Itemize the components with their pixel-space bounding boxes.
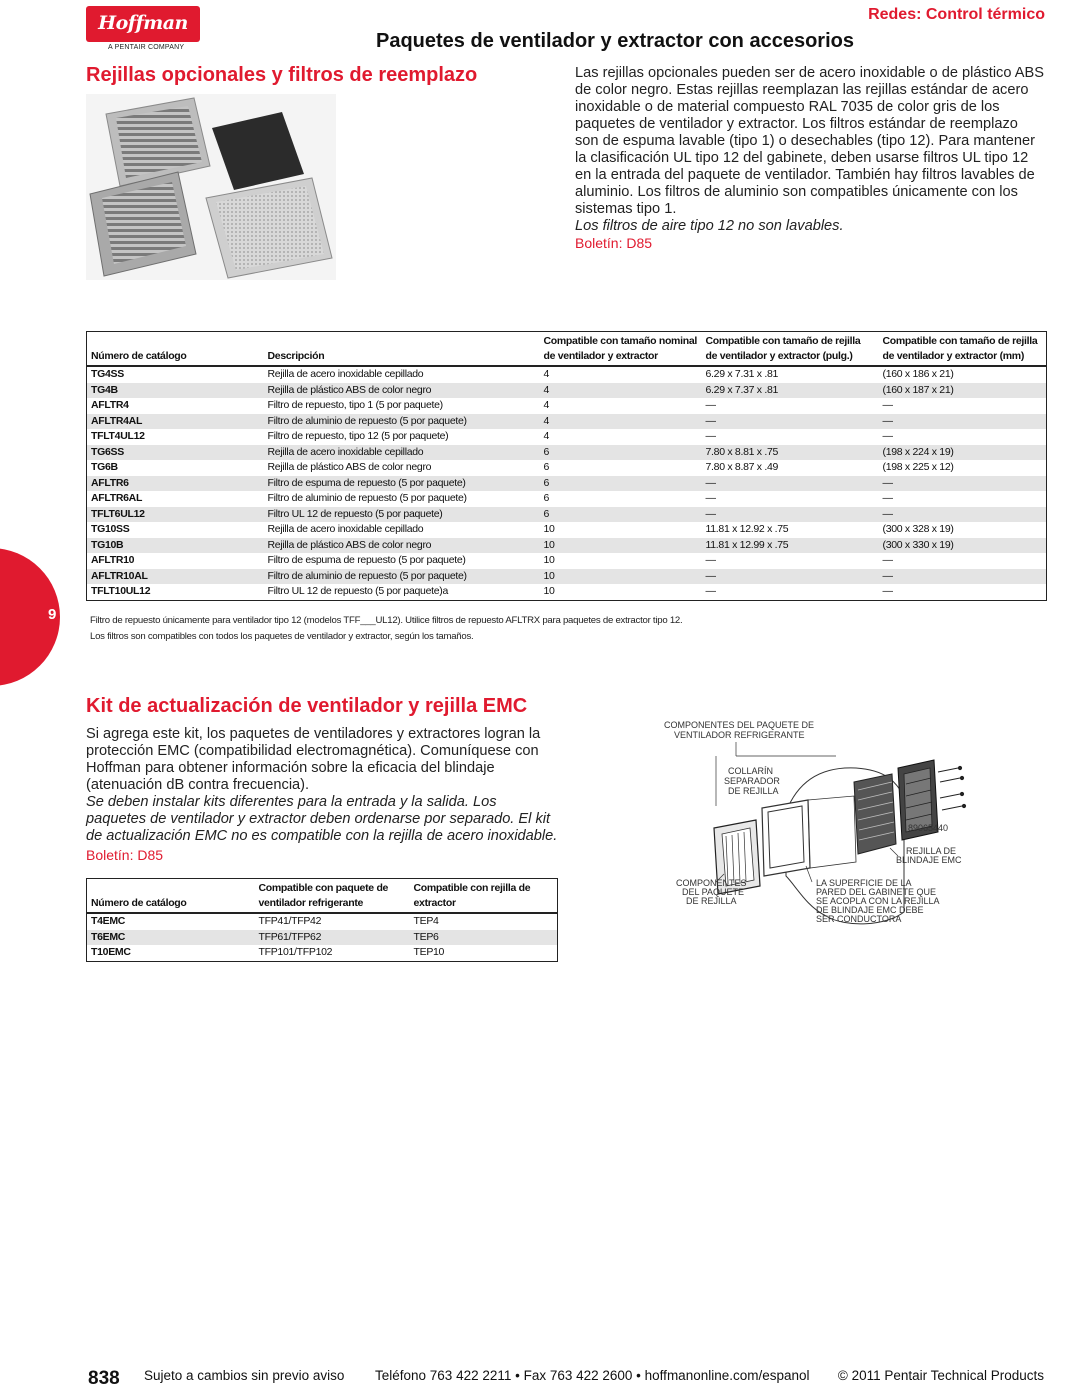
cell-in: — (702, 414, 879, 430)
cell-in: 7.80 x 8.81 x .75 (702, 445, 879, 461)
cell-catalog: T4EMC (91, 915, 126, 927)
cell-mm: — (879, 414, 1047, 430)
cell-in: 11.81 x 12.99 x .75 (702, 538, 879, 554)
footer-contact: Teléfono 763 422 2211 • Fax 763 422 2600 • hoffmanonline.com/espanol (375, 1368, 810, 1383)
cell-catalog: TFLT10UL12 (91, 585, 151, 597)
table-row (87, 491, 1047, 507)
cell-size: 10 (543, 554, 555, 566)
cell-catalog: TG10SS (91, 523, 130, 535)
cell-description: Rejilla de plástico ABS de color negro (264, 538, 540, 554)
diagram-label-components: COMPONENTES DEL PAQUETE DE VENTILADOR REFRIGERANTE (664, 720, 815, 740)
table-row (87, 398, 1047, 414)
emc-kit-diagram (656, 716, 976, 932)
diagram-label-collar: COLLARÍN SEPARADOR DE REJILLA (724, 766, 780, 796)
col-catalog: Número de catálogo (91, 350, 187, 362)
cell-size: 6 (543, 492, 550, 504)
cell-in: 11.81 x 12.92 x .75 (705, 523, 789, 535)
table-row (87, 553, 1047, 569)
cell-catalog: TFLT6UL12 (87, 507, 264, 523)
cell-grille: TEP4 (413, 915, 439, 927)
cell-catalog: AFLTR10 (91, 554, 135, 566)
cell-catalog: TG10B (87, 538, 264, 554)
footer-copyright: © 2011 Pentair Technical Products (837, 1368, 1044, 1383)
emc-section-title: Kit de actualización de ventilador y rejilla EMC (86, 695, 528, 717)
table-row (87, 584, 1047, 600)
diagram-label-shield: REJILLA DE BLINDAJE EMC (896, 846, 962, 865)
hoffman-logo (86, 6, 202, 54)
col-in: Compatible con tamaño de rejilla de ventilador y extractor (pulg.) (705, 335, 861, 362)
cell-description: Rejilla de plástico ABS de color negro (267, 461, 432, 473)
table-row (87, 445, 1047, 461)
cell-description: Filtro de espuma de repuesto (5 por paquete) (264, 476, 540, 492)
cell-description: Rejilla de plástico ABS de color negro (264, 383, 540, 399)
cell-catalog: TG6SS (87, 445, 264, 461)
cell-catalog: TG4B (87, 383, 264, 399)
cell-description: Filtro de aluminio de repuesto (5 por paquete) (264, 569, 540, 585)
footer-notice: Sujeto a cambios sin previo aviso (144, 1368, 345, 1383)
table-row (87, 414, 1047, 430)
diagram-label-surface: LA SUPERFICIE DE LA PARED DEL GABINETE QUE SE ACOPLA CON LA REJILLA DE BLINDAJE EMC DEBE SER CONDUCTORA (816, 878, 940, 924)
emc-description (86, 726, 558, 864)
table-notes (90, 613, 682, 645)
cell-catalog: TG6B (91, 461, 118, 473)
page-footer (88, 1366, 1048, 1390)
cell-mm: — (882, 399, 893, 411)
cell-mm: — (882, 554, 893, 566)
cell-size: 6 (540, 445, 702, 461)
cell-mm: (160 x 187 x 21) (879, 383, 1047, 399)
emc-bulletin: Boletín: D85 (86, 847, 164, 863)
cell-size: 4 (543, 368, 550, 380)
cell-catalog: AFLTR4AL (87, 414, 264, 430)
cell-fan: TFP41/TFP42 (258, 915, 322, 927)
table-note: Filtro de repuesto únicamente para ventilador tipo 12 (modelos TFF___UL12). Utilice filtros de repuesto AFLTRX para paquetes de extractor tipo 12. (90, 615, 683, 626)
col-fan: Compatible con paquete de ventilador refrigerante (258, 882, 389, 909)
chapter-tab-number: 9 (48, 606, 57, 623)
cell-mm: — (879, 507, 1047, 523)
cell-size: 4 (540, 383, 702, 399)
cell-in: — (702, 569, 879, 585)
cell-description: Filtro de aluminio de repuesto (5 por paquete) (264, 414, 540, 430)
cell-size: 10 (543, 585, 555, 597)
cell-size: 6 (543, 461, 550, 473)
table-row (87, 930, 558, 946)
cell-in: — (702, 507, 879, 523)
cell-in: — (705, 430, 716, 442)
grilles-filters-photo (86, 94, 336, 280)
cell-size: 4 (543, 399, 550, 411)
cell-mm: (198 x 225 x 12) (882, 461, 954, 473)
cell-description: Filtro de repuesto, tipo 12 (5 por paquete) (267, 430, 449, 442)
table-row (87, 569, 1047, 585)
cell-description: Filtro de aluminio de repuesto (5 por paquete) (267, 492, 467, 504)
cell-description: Rejilla de acero inoxidable cepillado (267, 368, 424, 380)
cell-catalog: T10EMC (91, 946, 131, 958)
cell-description: Filtro de espuma de repuesto (5 por paquete) (267, 554, 466, 566)
cell-in: — (702, 476, 879, 492)
cell-catalog: TFLT4UL12 (91, 430, 145, 442)
page-number: 838 (88, 1368, 120, 1389)
cell-size: 6 (540, 507, 702, 523)
cell-in: 7.80 x 8.87 x .49 (705, 461, 779, 473)
page-title: Paquetes de ventilador y extractor con accesorios (376, 30, 854, 52)
cell-mm: — (882, 430, 893, 442)
table-row (87, 538, 1047, 554)
cell-description: Rejilla de acero inoxidable cepillado (264, 445, 540, 461)
cell-description: Filtro de repuesto, tipo 1 (5 por paquete) (267, 399, 443, 411)
emc-table (86, 878, 558, 962)
table-row (87, 945, 558, 961)
section-label: Redes: Control térmico (868, 6, 1045, 23)
cell-grille: TEP10 (413, 946, 445, 958)
cell-catalog: AFLTR6 (87, 476, 264, 492)
cell-in: — (705, 585, 716, 597)
cell-mm: — (879, 476, 1047, 492)
cell-size: 10 (543, 523, 555, 535)
cell-catalog: AFLTR10AL (87, 569, 264, 585)
grilles-bulletin: Boletín: D85 (575, 235, 653, 251)
cell-catalog: T6EMC (87, 930, 255, 946)
grilles-table (86, 331, 1047, 601)
cell-fan: TFP61/TFP62 (255, 930, 410, 946)
col-mm: Compatible con tamaño de rejilla de ventilador y extractor (mm) (882, 335, 1038, 362)
cell-size: 10 (540, 569, 702, 585)
table-note: Los filtros son compatibles con todos los paquetes de ventilador y extractor, según los tamaños. (90, 631, 474, 642)
cell-in: 6.29 x 7.37 x .81 (702, 383, 879, 399)
table-row (87, 476, 1047, 492)
cell-size: 6 (540, 476, 702, 492)
table-row (87, 366, 1047, 383)
table-row (87, 522, 1047, 538)
logo-badge (86, 6, 200, 42)
cell-mm: (300 x 330 x 19) (879, 538, 1047, 554)
cell-mm: — (882, 492, 893, 504)
cell-mm: — (882, 585, 893, 597)
grilles-italic-note: Los filtros de aire tipo 12 no son lavables. (575, 218, 844, 234)
cell-catalog: AFLTR4 (91, 399, 129, 411)
col-description: Descripción (267, 350, 325, 362)
col-catalog: Número de catálogo (91, 897, 187, 909)
table-row (87, 383, 1047, 399)
cell-mm: — (879, 569, 1047, 585)
cell-in: 6.29 x 7.31 x .81 (705, 368, 779, 380)
cell-in: — (705, 492, 716, 504)
grilles-intro (575, 65, 1045, 252)
grilles-intro-text: Las rejillas opcionales pueden ser de acero inoxidable o de plástico ABS de color negro. Estas rejillas reemplazan las rejillas estándar de acero inoxidable o de material compuesto RAL 7035 de color gris de los paquetes de ventilador y extractor. Los filtros estándar de reemplazo son de espuma lavable (tipo 1) o desechables (tipo 12). Para mantener la clasificación UL tipo 12 del gabinete, deben usarse filtros UL tipo 12 en la entrada del paquete de ventilador. También hay filtros lavables de aluminio. Los filtros de aluminio son compatibles únicamente con los sistemas tipo 1. (575, 65, 1044, 217)
col-size: Compatible con tamaño nominal de ventilador y extractor (543, 335, 697, 362)
emc-italic-note: Se deben instalar kits diferentes para la entrada y la salida. Los paquetes de ventilador y extractor deben ordenarse por separado. El kit de actualización EMC no es compatible con la rejilla de acero inoxidable. (86, 794, 558, 844)
cell-catalog: AFLTR6AL (91, 492, 143, 504)
cell-grille: TEP6 (410, 930, 558, 946)
table-row (87, 507, 1047, 523)
diagram-label-number: 89065440 (908, 823, 949, 833)
cell-size: 4 (543, 430, 550, 442)
emc-text: Si agrega este kit, los paquetes de ventiladores y extractores logran la protección EMC (compatibilidad electromagnética). Comuníquese con Hoffman para obtener información sobre la eficacia del blindaje (atenuación dB contra frecuencia). (86, 726, 541, 793)
cell-catalog: TG4SS (91, 368, 124, 380)
cell-size: 4 (540, 414, 702, 430)
logo-wordmark: Hoffman (98, 12, 188, 34)
emc-table-header (87, 879, 558, 914)
table-row (87, 429, 1047, 445)
grilles-table-header (87, 332, 1047, 367)
logo-tagline: A PENTAIR COMPANY (108, 44, 185, 51)
cell-in: — (705, 399, 716, 411)
cell-mm: (198 x 224 x 19) (879, 445, 1047, 461)
cell-fan: TFP101/TFP102 (258, 946, 333, 958)
cell-description: Filtro UL 12 de repuesto (5 por paquete) (264, 507, 540, 523)
table-row (87, 913, 558, 930)
table-row (87, 460, 1047, 476)
grilles-section-title: Rejillas opcionales y filtros de reemplazo (86, 64, 478, 86)
cell-description: Rejilla de acero inoxidable cepillado (267, 523, 424, 535)
cell-description: Filtro UL 12 de repuesto (5 por paquete)a (267, 585, 449, 597)
diagram-label-grille-components: COMPONENTES DEL PAQUETE DE REJILLA (676, 878, 747, 906)
cell-in: — (705, 554, 716, 566)
cell-size: 10 (540, 538, 702, 554)
cell-mm: (160 x 186 x 21) (882, 368, 954, 380)
col-grille: Compatible con rejilla de extractor (413, 882, 531, 909)
cell-mm: (300 x 328 x 19) (882, 523, 954, 535)
